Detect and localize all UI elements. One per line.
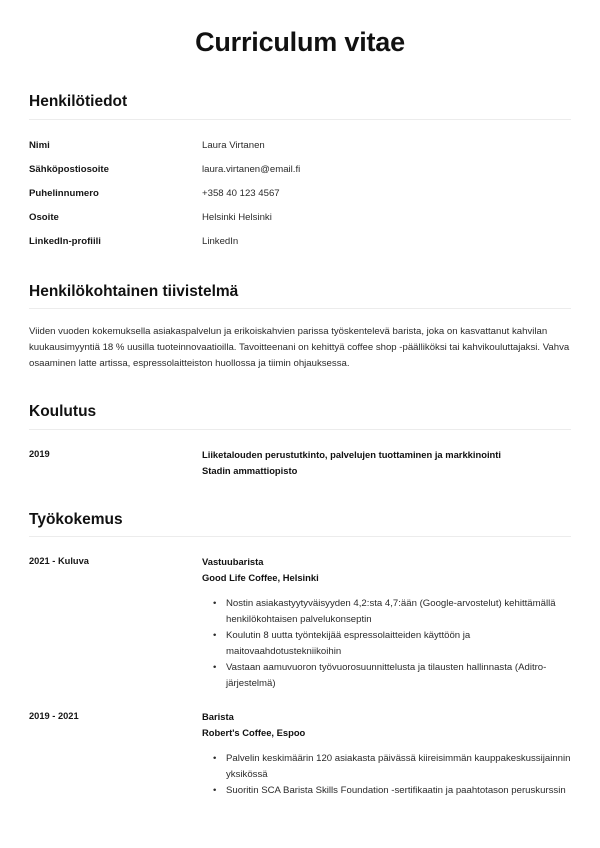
cv-entry-body xyxy=(202,447,571,478)
personal-detail-label: Osoite xyxy=(29,212,59,224)
personal-detail-value: Laura Virtanen xyxy=(202,140,265,152)
personal-details-table xyxy=(29,134,571,254)
cv-entry-body xyxy=(202,709,571,800)
cv-entry-bullet: • Nostin asiakastyytyväisyyden 4,2:sta 4,7:ään (Google-arvostelut) kehittämällä henkilökohtaisen palvelukonseptin xyxy=(226,596,571,627)
section-education xyxy=(29,403,571,478)
section-heading-personal-details: Henkilötiedot xyxy=(29,93,571,120)
page-title: Curriculum vitae xyxy=(195,27,405,57)
cv-entry-bullet: • Suoritin SCA Barista Skills Foundation -sertifikaatin ja paahtotason peruskurssin xyxy=(226,783,571,799)
personal-detail-value: LinkedIn xyxy=(202,236,239,248)
experience-entry-list xyxy=(29,554,571,800)
personal-detail-label: Nimi xyxy=(29,140,50,152)
personal-detail-row xyxy=(29,134,571,158)
personal-details-body xyxy=(29,134,571,254)
cv-entry-title: Vastuubarista xyxy=(202,556,264,568)
personal-detail-value: laura.virtanen@email.fi xyxy=(202,164,301,176)
personal-detail-value: +358 40 123 4567 xyxy=(202,188,280,200)
cv-entry-title: Liiketalouden perustutkinto, palvelujen tuottaminen ja markkinointi xyxy=(202,448,501,460)
personal-detail-label: Puhelinnumero xyxy=(29,188,99,200)
personal-detail-row xyxy=(29,206,571,230)
education-entry-list xyxy=(29,447,571,478)
cv-entry-subtitle: Stadin ammattiopisto xyxy=(202,464,298,476)
section-personal-details xyxy=(29,93,571,254)
cv-entry-bullet-list xyxy=(202,751,571,799)
cv-entry-bullet: • Palvelin keskimäärin 120 asiakasta päivässä kiireisimmän kauppakeskussijainnin yksikössä xyxy=(226,751,571,782)
section-experience xyxy=(29,511,571,800)
summary-text: Viiden vuoden kokemuksella asiakaspalvelun ja erikoiskahvien parissa työskentelevä barista, joka on kasvattanut kahvilan kuukausimyyntiä 18 % uusilla tuoteinnovaatioilla. Tavoitteenani on kehittyä coffee shop -päälliköksi tai kahvikouluttajaksi. Vahva osaaminen latte artissa, espressolaitteiston huollossa ja tiimin ohjauksessa. xyxy=(29,326,570,370)
cv-entry-bullet: • Koulutin 8 uutta työntekijää espressolaitteiden käyttöön ja maitovaahdotustekniikoihin xyxy=(226,628,571,659)
section-heading-experience: Työkokemus xyxy=(29,511,571,538)
cv-entry-title: Barista xyxy=(202,711,234,723)
cv-entry xyxy=(29,554,571,692)
personal-detail-row xyxy=(29,158,571,182)
cv-entry-bullet-list xyxy=(202,596,571,691)
cv-entry-subtitle: Robert's Coffee, Espoo xyxy=(202,727,306,739)
personal-detail-label: LinkedIn-profiili xyxy=(29,236,101,248)
cv-entry-subtitle: Good Life Coffee, Helsinki xyxy=(202,572,319,584)
section-summary xyxy=(29,283,571,373)
cv-entry-body xyxy=(202,554,571,692)
cv-entry xyxy=(29,447,571,478)
cv-entry-bullet: • Vastaan aamuvuoron työvuorosuunnittelusta ja tilausten hallinnasta (Aditro-järjestelmä) xyxy=(226,660,571,691)
section-heading-education: Koulutus xyxy=(29,403,571,430)
section-heading-summary: Henkilökohtainen tiivistelmä xyxy=(29,283,571,310)
personal-detail-label: Sähköpostiosoite xyxy=(29,164,109,176)
personal-detail-row xyxy=(29,230,571,254)
cv-entry-date: 2021 - Kuluva xyxy=(29,556,89,567)
cv-entry-date: 2019 - 2021 xyxy=(29,711,79,722)
cv-entry xyxy=(29,709,571,800)
cv-entry-date: 2019 xyxy=(29,448,50,459)
personal-detail-row xyxy=(29,182,571,206)
personal-detail-value: Helsinki Helsinki xyxy=(202,212,272,224)
